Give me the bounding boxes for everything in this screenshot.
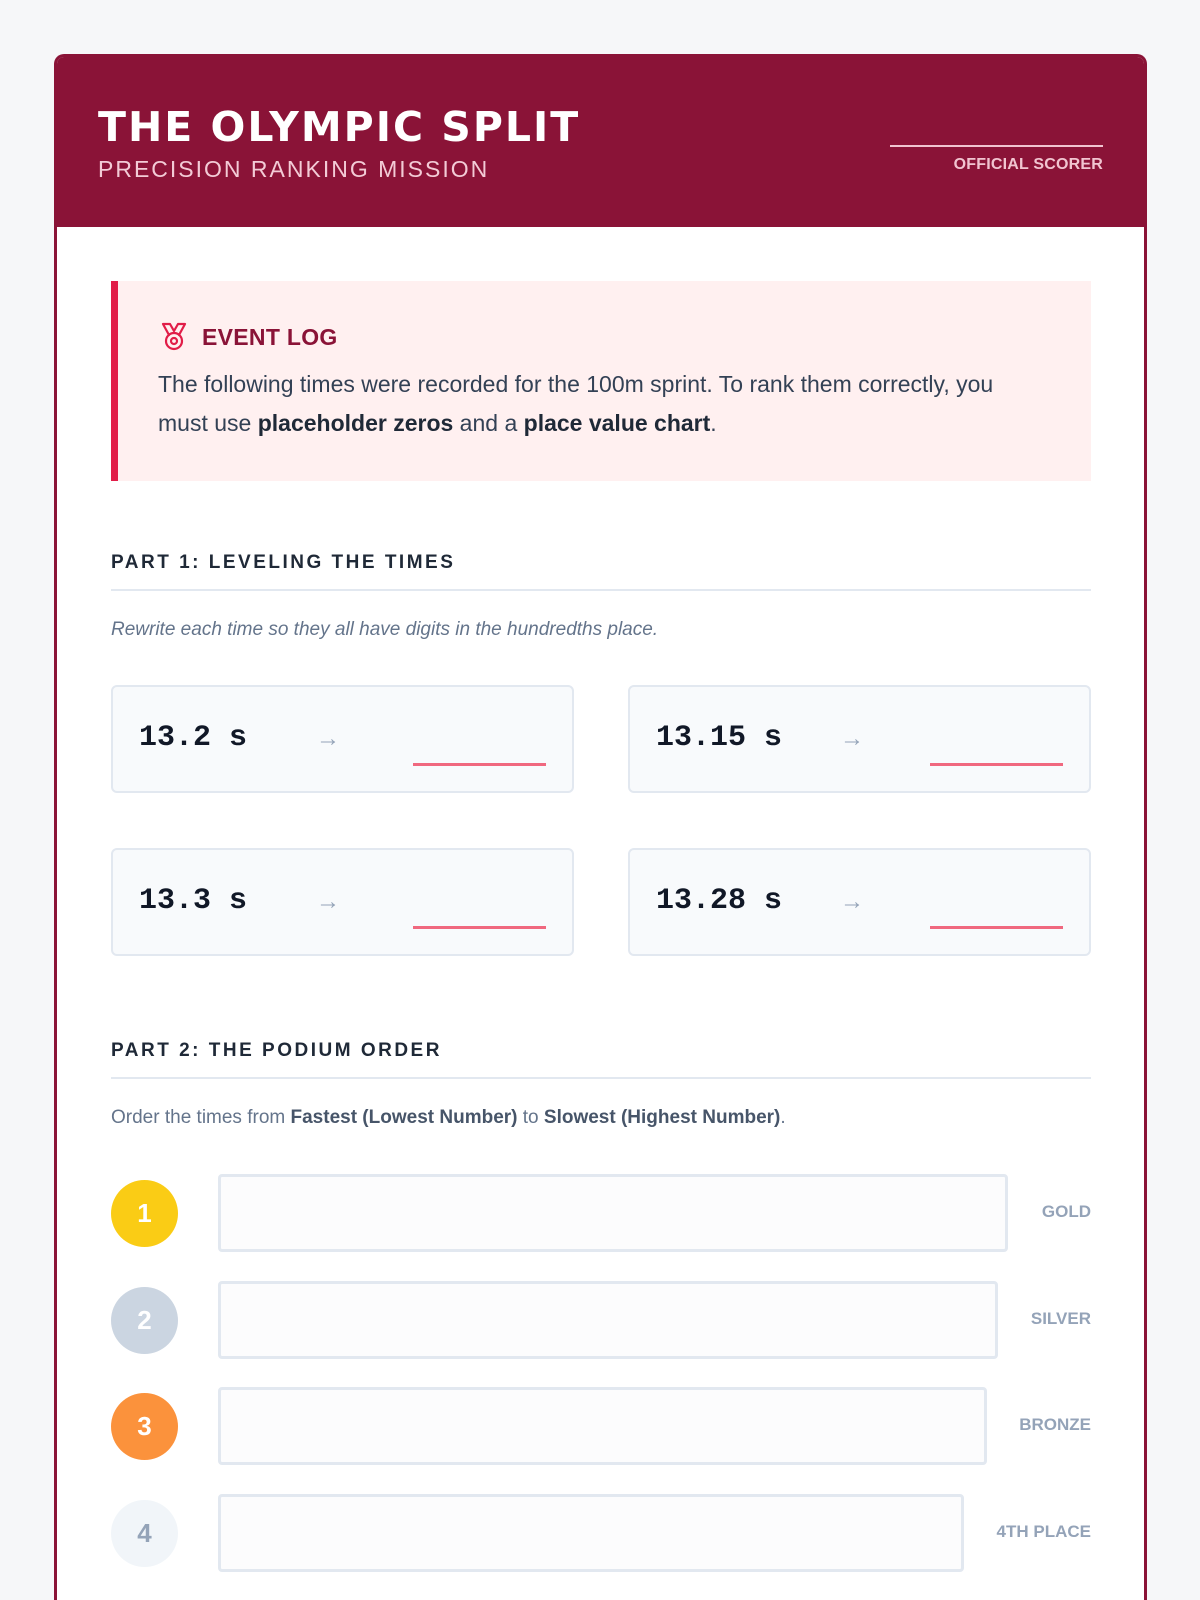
place-label: SILVER (1030, 1309, 1091, 1328)
part1-divider (111, 589, 1091, 591)
scorer-signature-line[interactable] (890, 145, 1103, 147)
time-value: 13.3 s (139, 884, 248, 918)
podium-row-gold (111, 1174, 1091, 1254)
place-label: BRONZE (1019, 1415, 1091, 1434)
time-value: 13.28 s (656, 884, 783, 918)
scorer-label: OFFICIAL SCORER (953, 156, 1103, 173)
page-title: THE OLYMPIC SPLIT (98, 103, 581, 151)
event-log-text: The following times were recorded for the 100m sprint. To rank them correctly, you must use placeholder zeros and a place value chart. (158, 371, 994, 436)
podium-answer-input[interactable] (218, 1494, 964, 1572)
place-label: 4TH PLACE (996, 1522, 1091, 1541)
podium-row-bronze (111, 1387, 1091, 1467)
time-card (111, 685, 574, 793)
podium-answer-input[interactable] (218, 1281, 998, 1359)
arrow-right-icon: → (316, 888, 340, 915)
worksheet-card (54, 54, 1147, 1600)
rank-badge: 1 (111, 1180, 178, 1247)
podium-answer-input[interactable] (218, 1174, 1008, 1252)
answer-blank[interactable] (930, 926, 1063, 929)
page-subtitle: PRECISION RANKING MISSION (98, 156, 490, 182)
time-value: 13.2 s (139, 721, 248, 755)
rank-badge: 2 (111, 1287, 178, 1354)
part2-instruction: Order the times from Fastest (Lowest Number) to Slowest (Highest Number). (111, 1107, 786, 1128)
arrow-right-icon: → (840, 725, 864, 752)
time-card (628, 685, 1091, 793)
arrow-right-icon: → (840, 888, 864, 915)
time-card (628, 848, 1091, 956)
medal-icon (158, 321, 190, 353)
answer-blank[interactable] (413, 763, 546, 766)
answer-blank[interactable] (930, 763, 1063, 766)
time-value: 13.15 s (656, 721, 783, 755)
podium-row-silver (111, 1281, 1091, 1361)
part2-title: PART 2: THE PODIUM ORDER (111, 1040, 442, 1061)
podium-answer-input[interactable] (218, 1387, 987, 1465)
arrow-right-icon: → (316, 725, 340, 752)
part2-divider (111, 1077, 1091, 1079)
event-log-title: EVENT LOG (202, 323, 338, 350)
rank-badge: 3 (111, 1393, 178, 1460)
worksheet-header (57, 57, 1144, 227)
place-label: GOLD (1041, 1202, 1091, 1221)
podium-row-fourth (111, 1494, 1091, 1574)
answer-blank[interactable] (413, 926, 546, 929)
part1-instruction: Rewrite each time so they all have digits in the hundredths place. (111, 619, 659, 640)
rank-badge: 4 (111, 1500, 178, 1567)
event-log-callout (111, 281, 1091, 481)
time-card (111, 848, 574, 956)
part1-title: PART 1: LEVELING THE TIMES (111, 552, 456, 573)
event-log-heading (158, 321, 338, 353)
